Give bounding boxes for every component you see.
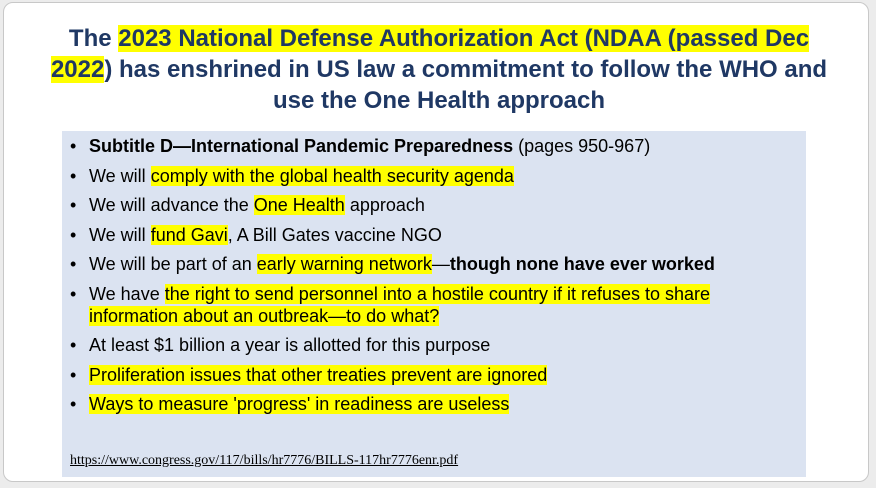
title-highlight: 2023 National Defense Authorization Act (NDAA (passed Dec 2022 (50, 25, 810, 83)
bullet-highlight: the right to send personnel into a hostile country if it refuses to share information about an outbreak—to do what? (89, 283, 711, 326)
bullet-item-gavi (70, 224, 800, 246)
bullet-dot: • (70, 364, 77, 385)
bullet-highlight: early warning network (256, 254, 432, 274)
bullet-dot: • (70, 335, 77, 355)
bullet-text: We will be part of an (89, 254, 257, 274)
bullet-text: , A Bill Gates vaccine NGO (227, 224, 442, 245)
bullet-text: We will advance the (89, 195, 254, 215)
bullet-dot: • (70, 254, 77, 274)
bullet-text: — (431, 254, 450, 274)
bullet-text: (pages 950-967) (513, 136, 651, 156)
bullet-item-personnel (70, 283, 800, 327)
bullet-highlight: Ways to measure 'progress' in readiness are useless (89, 394, 510, 414)
bullet-text: We will (89, 224, 151, 245)
bullet-dot: • (70, 136, 77, 156)
bullet-dot: • (70, 394, 77, 414)
bullet-text: At least $1 billion a year is allotted for this purpose (89, 335, 491, 355)
content-panel (62, 131, 806, 477)
bullet-list (70, 135, 800, 423)
source-link[interactable]: https://www.congress.gov/117/bills/hr7776/BILLS-117hr7776enr.pdf (70, 453, 459, 468)
bullet-text: We will (89, 165, 151, 186)
bullet-highlight: comply with the global health security agenda (150, 165, 514, 186)
bullet-item-funding (70, 334, 800, 356)
bullet-text: We have (89, 283, 165, 304)
title-text-2: ) has enshrined in US law a commitment to follow the WHO and use the One Health approach (104, 56, 828, 114)
bullet-dot: • (70, 195, 77, 215)
slide-title (44, 23, 834, 116)
title-text-1: The (68, 25, 119, 52)
bullet-dot: • (70, 165, 77, 186)
bullet-highlight: One Health (253, 195, 345, 215)
bullet-dot: • (70, 283, 77, 304)
bullet-item-proliferation (70, 364, 800, 386)
bullet-item-one-health (70, 194, 800, 216)
slide (3, 2, 869, 482)
bullet-item-subtitle (70, 135, 800, 157)
bullet-item-comply (70, 165, 800, 187)
bullet-item-progress (70, 393, 800, 415)
bullet-highlight: Proliferation issues that other treaties prevent are ignored (89, 364, 548, 385)
bullet-text: approach (344, 195, 425, 215)
bullet-bold-text: Subtitle D—International Pandemic Preparedness (89, 136, 514, 156)
bullet-bold-text: though none have ever worked (449, 254, 715, 274)
bullet-highlight: fund Gavi (150, 224, 228, 245)
bullet-item-early-warning (70, 253, 800, 275)
bullet-dot: • (70, 224, 77, 245)
